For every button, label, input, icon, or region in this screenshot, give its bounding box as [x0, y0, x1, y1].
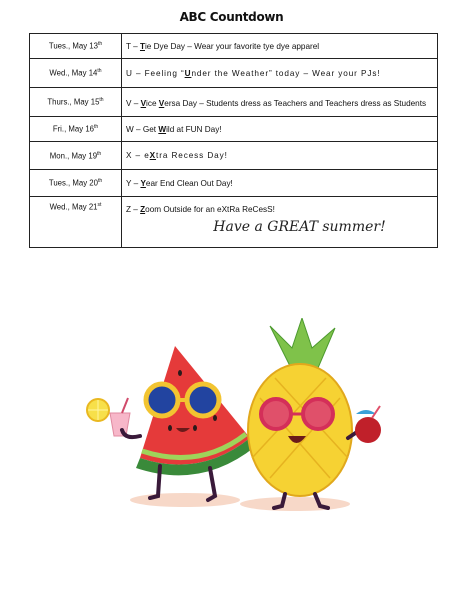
table-row: [30, 197, 438, 248]
table-row: [30, 88, 438, 117]
date-cell: Tues., May 20th: [30, 170, 122, 197]
summer-message: Have a GREAT summer!: [213, 219, 386, 235]
activity-cell: Z – Zoom Outside for an eXtRa ReCesS! Have a GREAT summer!: [122, 197, 438, 248]
date-cell: Fri., May 16th: [30, 117, 122, 142]
activity-cell: U – Feeling “Under the Weather” today – Wear your PJs!: [122, 59, 438, 88]
activity-cell: W – Get Wild at FUN Day!: [122, 117, 438, 142]
pineapple-character: [248, 318, 360, 508]
activity-cell: X – eXtra Recess Day!: [122, 142, 438, 170]
activity-cell: V – Vice Versa Day – Students dress as Teachers and Teachers dress as Students: [122, 88, 438, 117]
countdown-table: [29, 33, 438, 248]
date-cell: Tues., May 13th: [30, 34, 122, 59]
activity-cell: Y – Year End Clean Out Day!: [122, 170, 438, 197]
table-row: [30, 117, 438, 142]
watermelon-character: [122, 346, 256, 500]
page-title: ABC Countdown: [179, 10, 284, 24]
table-row: [30, 170, 438, 197]
date-cell: Thurs., May 15th: [30, 88, 122, 117]
date-cell: Wed., May 21st: [30, 197, 122, 248]
date-cell: Wed., May 14th: [30, 59, 122, 88]
table-row: [30, 59, 438, 88]
fruit-illustration: [80, 318, 390, 518]
coconut-drink-icon: [355, 406, 381, 443]
table-row: [30, 142, 438, 170]
table-row: [30, 34, 438, 59]
date-cell: Mon., May 19th: [30, 142, 122, 170]
activity-cell: T – Tie Dye Day – Wear your favorite tye dye apparel: [122, 34, 438, 59]
